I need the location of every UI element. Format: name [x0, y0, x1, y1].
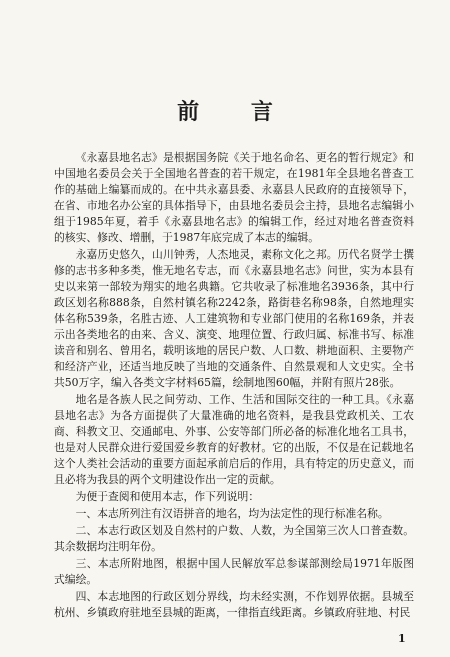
page-title: 前 言 [177, 99, 295, 125]
paragraph: 地名是各族人民之间劳动、工作、生活和国际交往的一种工具。《永嘉县地名志》为各方面提供了大量准确的地名资料，是我县党政机关、工农商、科教文卫、交通邮电、外事、公安等部门所必备的标准化地名工具书，也是对人民群众进行爱国爱乡教育的好教材。它的出版，不仅是在记载地名这个人类社会活动的重要方面起承前启后的作用，具有特定的历史意义，而且必将为我县的两个文明建设作出一定的贡献。 [54, 393, 414, 486]
paragraph: 三、本志所附地图，根据中国人民解放军总参谋部测绘局1971年版图式编绘。 [54, 557, 414, 586]
body-text [54, 150, 414, 622]
paragraph: 四、本志地图的行政区划分界线，均未经实测，不作划界依据。县城至杭州、乡镇政府驻地至县城的距离，一律指直线距离。乡镇政府驻地、村民 [54, 590, 414, 619]
paragraph: 《永嘉县地名志》是根据国务院《关于地名命名、更名的暂行规定》和中国地名委员会关于全国地名普查的若干规定，在1981年全县地名普查工作的基础上编纂而成的。在中共永嘉县委、永嘉县人民政府的直接领导下，在省、市地名办公室的具体指导下，由县地名委员会主持，县地名志编辑小组于1985年夏，着手《永嘉县地名志》的编辑工作，经过对地名普查资料的核实、修改、增删，于1987年底完成了本志的编辑。 [54, 151, 414, 244]
paragraph: 永嘉历史悠久，山川钟秀，人杰地灵，素称文化之邦。历代名贤学士撰修的志书多种多类，惟无地名专志，而《永嘉县地名志》问世，实为本县有史以来第一部较为翔实的地名典籍。它共收录了标准地名3936条，其中行政区划名称888条，自然村镇名称2242条，路街巷名称98条，自然地理实体名称539条，名胜古迹、人工建筑物和专业部门使用的名称169条，并表示出各类地名的由来、含义、演变、地理位置、行政归属、标准书写、标准读音和别名、曾用名，载明该地的居民户数、人口数、耕地面积、主要物产和经济产业，还适当地反映了当地的交通条件、自然景观和人文史实。全书共50万字，编入各类文字材料65篇，绘制地图60幅，并附有照片28张。 [54, 248, 414, 389]
paragraph: 二、本志行政区划及自然村的户数、人数，为全国第三次人口普查数。其余数据均注明年份。 [54, 524, 414, 553]
paragraph: 一、本志所列注有汉语拼音的地名，均为法定性的现行标准名称。 [75, 507, 389, 520]
paragraph: 为便于查阅和使用本志，作下列说明： [75, 490, 260, 503]
page-number: 1 [398, 632, 406, 645]
